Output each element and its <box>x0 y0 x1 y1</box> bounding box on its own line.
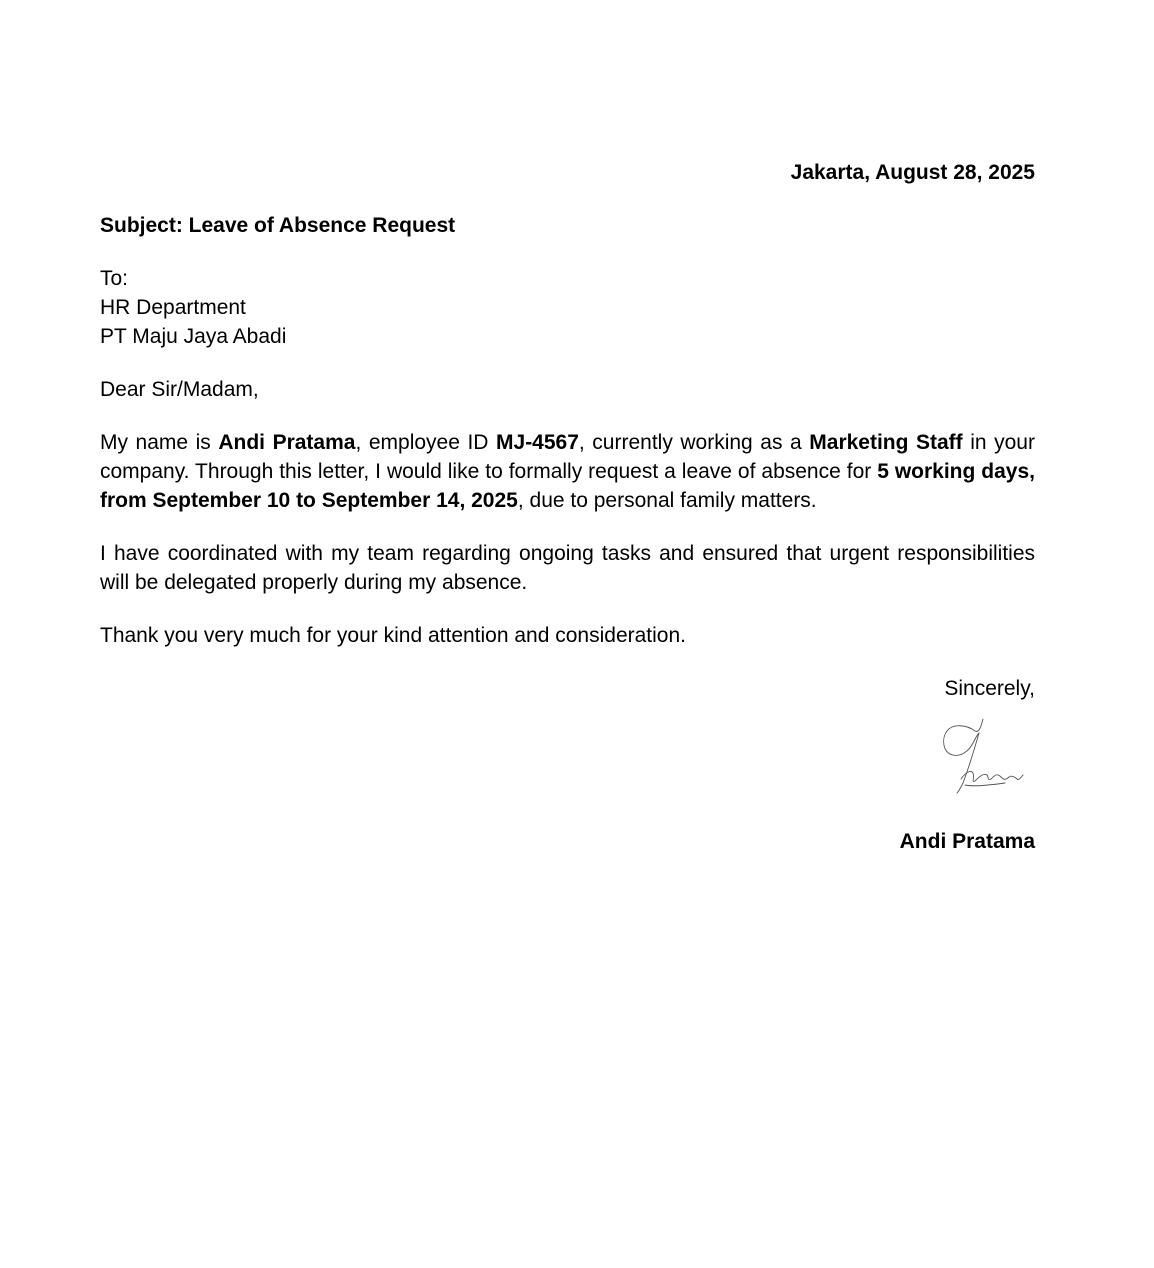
signature-block <box>100 717 1035 807</box>
recipient-to-label: To: <box>100 267 129 290</box>
intro-text-2: , employee ID <box>355 431 497 454</box>
subject-line: Subject: Leave of Absence Request <box>100 214 456 237</box>
handwritten-signature <box>935 717 1035 799</box>
signer-name: Andi Pratama <box>899 830 1035 853</box>
recipient-block <box>100 264 1035 351</box>
salutation: Dear Sir/Madam, <box>100 378 259 401</box>
paragraph-thanks: Thank you very much for your kind attention and consideration. <box>100 624 686 647</box>
closing: Sincerely, <box>944 677 1035 700</box>
employee-name: Andi Pratama <box>218 431 356 454</box>
intro-text-3: , currently working as a <box>578 431 810 454</box>
date-line: Jakarta, August 28, 2025 <box>790 161 1035 184</box>
letter-body <box>100 158 1035 856</box>
intro-text-1: My name is <box>100 431 219 454</box>
intro-text-4: in your company. Through this letter, I would like to formally request a leave of absence for <box>100 431 1035 483</box>
employee-id: MJ-4567 <box>496 431 579 454</box>
recipient-department: HR Department <box>100 296 246 319</box>
employee-position: Marketing Staff <box>809 431 963 454</box>
leave-period: 5 working days, from September 10 to September 14, 2025 <box>100 460 1035 512</box>
recipient-company: PT Maju Jaya Abadi <box>100 325 287 348</box>
paragraph-coordination: I have coordinated with my team regarding ongoing tasks and ensured that urgent responsibilities will be delegated properly during my absence. <box>100 542 1035 594</box>
intro-text-5: , due to personal family matters. <box>517 489 817 512</box>
paragraph-intro <box>100 428 1035 515</box>
